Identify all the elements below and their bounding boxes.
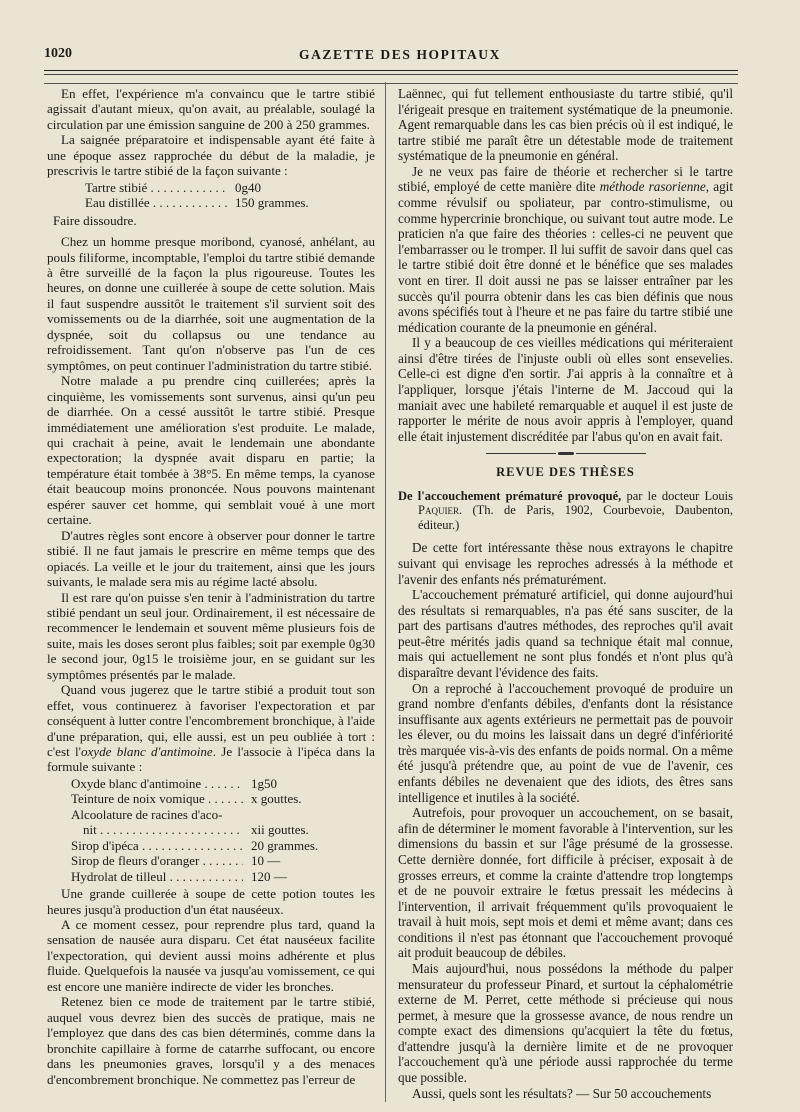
separator-ornament [558, 452, 574, 455]
formula-dose: x gouttes. [251, 791, 302, 807]
journal-title: GAZETTE DES HOPITAUX [298, 47, 502, 62]
formula-ingredient: Sirop d'ipéca . . . [71, 838, 243, 853]
header-rule [44, 70, 738, 71]
page-number: 1020 [44, 46, 72, 61]
paragraph: La saignée préparatoire et indispensable ayant été faite à une époque assez rapprochée du début de la maladie, je prescrivis le tartre stibié de la façon suivante : [47, 132, 375, 179]
paragraph: Il est rare qu'on puisse s'en tenir à l'administration du tartre stibié pendant un seul jour. Ordinairement, il est nécessaire de recommencer le lendemain et souvent même plusieurs fois de suite, mais les doses seront plus faibles; soit par exemple 0g30 le second jour, 0g15 le troisième jour, en se guidant sur les symptômes présentés par le malade. [47, 589, 375, 682]
formula-ingredient-cont: nit . . . [83, 822, 243, 837]
text-run: , agit comme révulsif ou spoliateur, par contro-stimulisme, ou comme hypercrinie bronchique, ou suivant tout autre mode. Le praticien n'a que faire des théories : celles-ci ne peuvent que l'embarrasser ou le tromper. Il lui suffit de savoir dans quel cas le tartre stibié doit être donné et le bénéfice que ses malades vont en tirer. Il doit aussi ne pas se laisser entraîner par les succès qu'il pourra obtenir dans les cas bien définis que nous avons spécifiés tout à l'heure et ne pas faire du tartre stibié une médication courante de la pneumonie en général. [398, 179, 733, 335]
formula-ingredient: Hydrolat de tilleul . . . [71, 869, 243, 884]
formula-dose: 120 — [251, 868, 287, 884]
paragraph: Autrefois, pour provoquer un accouchement, on se basait, afin de déterminer le moment favorable à l'intervention, sur les dimensions du bassin et sur l'âge présumé de la grossesse. Cette dernière donnée, fort difficile à préciser, exposait à de grosses erreurs, et comme la crainte d'attendre trop longtemps et de ne pouvoir extraire le fœtus pressait les médecins à l'intervention, il arrivait fréquemment qu'ils provoquaient le travail à huit mois, sept mois et demi et même avant; dans ces conditions il n'est pas étonnant que l'accouchement provoqué ait produit beaucoup de débiles. [398, 805, 733, 961]
left-column [47, 86, 375, 1087]
paragraph: On a reproché à l'accouchement provoqué de produire un grand nombre d'enfants débiles, d'enfants dont la résistance insuffisante aux agents extérieurs ne permettait pas de pouvoir les élever, ou du moins les laissait dans un degré d'infériorité très marquée vis-à-vis des enfants de poids normal. On a même été jusqu'à prétendre que, au point de vue de l'avenir, ces enfants débiles ne devenaient que des idiots, des êtres sans intelligence et inutiles à la société. [398, 680, 733, 805]
reference-title: De l'accouchement prématuré provoqué, [398, 488, 622, 503]
paragraph: A ce moment cessez, pour reprendre plus tard, quand la sensation de nausée aura disparu. Cet état nauséeux facilite l'expectoration, qui devient aussi moins adhérente et plus fluide. Quelquefois la nausée va jusqu'au vomissement, ce qui est encore une manière indirecte de vider les bronches. [47, 917, 375, 994]
formula-ingredient: Oxyde blanc d'antimoine . . . [71, 776, 243, 791]
formula-note: Faire dissoudre. [53, 212, 137, 228]
paragraph: Laënnec, qui fut tellement enthousiaste du tartre stibié, qu'il l'érigeait presque en traitement systématique de la pneumonie. Agent remarquable dans les cas bien précis où il est indiqué, le tartre stibié me paraît être un détestable mode de traitement systématique de la pneumonie en général. [398, 86, 733, 164]
separator-line [576, 453, 646, 454]
formula-row [85, 180, 315, 195]
column-divider [385, 82, 386, 1102]
formula-row [71, 822, 361, 837]
section-separator [398, 452, 733, 455]
formula-1 [47, 180, 315, 211]
formula-row [71, 853, 361, 868]
paragraph: D'autres règles sont encore à observer pour donner le tartre stibié. Il ne faut jamais le prescrire en même temps que des opiacés. La veille et le jour du traitement, ainsi que les jours suivants, le malade sera mis au régime lacté absolu. [47, 527, 375, 590]
text-run: Je ne veux pas faire de théorie et rechercher si le tartre stibié, employé de cette manière dite [398, 163, 733, 195]
formula-dose: 1g50 [251, 775, 277, 791]
formula-row [85, 195, 315, 210]
italic-term: oxyde blanc d'antimoine [80, 744, 213, 760]
paragraph: Mais aujourd'hui, nous possédons la méthode du palper mensurateur du professeur Pinard, et surtout la céphalométrie externe de M. Perret, cette méthode si précieuse qui nous permet, à mesure que la grossesse avance, de nous rendre un compte exact des dimensions qu'acquiert la tête du fœtus, d'attendre jusqu'à la dernière limite et de ne provoquer l'accouchement qu'à une période aussi rapprochée du terme que possible. [398, 960, 733, 1086]
formula-row [71, 807, 361, 822]
paragraph: Retenez bien ce mode de traitement par le tartre stibié, auquel vous devrez bien des succès de pratique, mais ne l'employez que dans des cas bien déterminés, comme dans la bronchite capillaire à forme de catarrhe suffocant, ou encore dans les pneumonies graves, lorsqu'il y a des menaces d'encombrement bronchique. Ne commettez pas l'erreur de [47, 994, 375, 1087]
paragraph [47, 682, 375, 775]
italic-term: méthode rasorienne [599, 179, 706, 195]
separator-line [486, 453, 556, 454]
paragraph: Il y a beaucoup de ces vieilles médications qui mériteraient ainsi d'être tirées de l'injuste oubli où elles sont ensevelies. Celle-ci est digne d'en sortir. J'ai appris à la connaître et à l'appliquer, lorsque j'étais l'interne de M. Jaccoud qui la maniait avec une habileté remarquable et auquel il est juste de rapporter le mérite de nous avoir appris à l'employer, quand elle était injustement discréditée par l'abus qu'on en avait fait. [398, 335, 733, 444]
formula-ingredient: Teinture de noix vomique . . . [71, 791, 243, 806]
paragraph: De cette fort intéressante thèse nous extrayons le chapitre suivant qui envisage les reproches adressés à la méthode et l'avenir des enfants nés prématurément. [398, 540, 733, 587]
formula-row [71, 791, 361, 806]
formula-row [71, 776, 361, 791]
formula-2 [47, 776, 361, 884]
paragraph: Une grande cuillerée à soupe de cette potion toutes les heures jusqu'à production d'un état nauséeux. [47, 886, 375, 917]
section-title: REVUE DES THÈSES [496, 465, 635, 480]
formula-dose: 0g40 [235, 179, 261, 195]
thesis-reference [398, 489, 733, 533]
paragraph [398, 164, 733, 335]
formula-ingredient: Tartre stibié . . . [85, 180, 227, 195]
formula-dose: 150 grammes. [235, 195, 309, 211]
paragraph: Aussi, quels sont les résultats? — Sur 50 accouchements [412, 1085, 712, 1101]
formula-ingredient: Sirop de fleurs d'oranger . . . [71, 853, 243, 868]
text-run: Quand vous jugerez que le tartre stibié a produit tout son effet, vous continuerez à favoriser l'expectoration et par conséquent à lutter contre l'encombrement bronchique, à l'aide d'une préparation, qui, elle aussi, est un peu oubliée à tort : c'est l' [47, 682, 375, 760]
text-run: . Je l'associe à l'ipéca dans la formule suivante : [47, 744, 375, 775]
formula-row [71, 838, 361, 853]
text-run: . (Th. de Paris, 1902, Courbevoie, Daubenton, éditeur.) [418, 503, 733, 532]
formula-dose: xii gouttes. [251, 822, 309, 838]
formula-row [71, 869, 361, 884]
paragraph: Chez un homme presque moribond, cyanosé, anhélant, au pouls filiforme, incomptable, l'emploi du tartre stibié demande à être surveillé de la façon la plus rigoureuse. Toutes les heures, on donne une cuillerée à soupe de cette solution. Mais il faut suspendre aussitôt le traitement s'il survient soit des vomissements ou de la diarrhée, soit une augmentation de la dyspnée, soit du collapsus ou une tendance au refroidissement. Tant qu'on n'observe pas l'un de ces symptômes, on peut continuer l'administration du tartre stibié. [47, 234, 375, 373]
paragraph: En effet, l'expérience m'a convaincu que le tartre stibié agissait d'autant mieux, qu'on avait, au préalable, soulagé la circulation par une émission sanguine de 200 à 250 grammes. [47, 86, 375, 132]
formula-dose: 10 — [251, 853, 281, 869]
paragraph: L'accouchement prématuré artificiel, qui donne aujourd'hui des résultats si remarquables, n'a pas été sans susciter, de la part des partisans d'autres méthodes, des reproches qu'il avait peut-être mérités jadis quand sa technique était mal connue, mais qui actuellement ne sont plus fondés et n'ont plus qu'à disparaître devant l'évidence des faits. [398, 587, 733, 680]
right-column [398, 86, 733, 1101]
formula-dose: 20 grammes. [251, 837, 319, 853]
paragraph: Notre malade a pu prendre cinq cuillerées; après la cinquième, les vomissements sont survenus, ainsi qu'un peu de diarrhée. On a cessé aussitôt le tartre stibié. Presque immédiatement une amélioration s'est produite. Le malade, qui crachait à peine, avait le lendemain une abondante expectoration; la dyspnée avait disparu en partie; la température était tombée à 38°5. En même temps, la cyanose était beaucoup moins prononcée. Nous pouvons maintenant espérer sauver cet homme, qui semblait voué à une mort certaine. [47, 373, 375, 528]
text-run: par le docteur Louis [621, 488, 734, 503]
header-rule-lower [44, 83, 738, 84]
formula-ingredient: Eau distillée . . . [85, 195, 227, 210]
reference-author: Paquier [418, 503, 459, 518]
header-rule-thin [44, 74, 738, 75]
formula-ingredient: Alcoolature de racines d'aco- [71, 806, 223, 822]
